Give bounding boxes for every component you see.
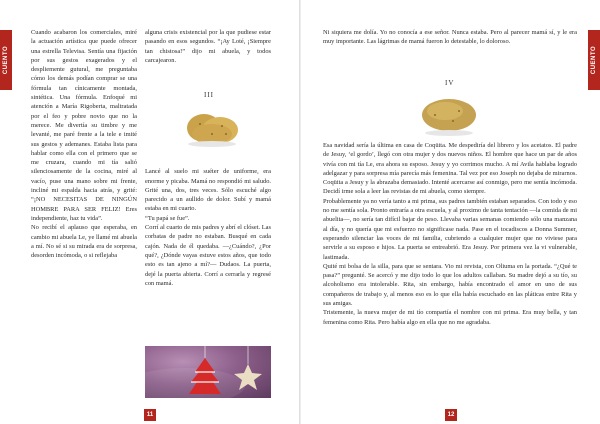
right-page-column-top: [323, 28, 577, 47]
section-tab-label: CUENTO: [591, 45, 598, 75]
left-page-column-2-bottom: [145, 158, 271, 297]
paragraph: Ni siquiera me dolía. Yo no conocía a ese señor. Nunca estaba. Pero al parecer mamá sí, y le era muy importante. Las lágrimas de mamá fueron lo detestable, lo doloroso.: [323, 29, 577, 46]
paragraph: Lancé al suelo mi suéter de uniforme, era enorme y picaba. Mamá no respondió mi saludo. Grité una, dos, tres veces. Sólo escuché algo parecido a un aullido de dolor. Subí y mamá estaba en mi cuarto. “Tu papá se fue”. Corrí al cuarto de mis padres y abrí el clóset. Las corbatas de padre no estaban. Busqué en cada cajón. Nada de él quedaba. —¿Cuándo?, ¿Por qué?, ¿Dónde vayas estuve estos años, que todo esto es tan ajeno a mí?— Dudaos. La puerta, dejé la puerta abierta. Corrí a cerrarla y regresé con mamá.: [145, 168, 271, 287]
paragraph: Tristemente, la nueva mujer de mi tío compartía el nombre con mi prima. Era muy bella, y tan femenina como Rita. Pero había algo en ella que no me agradaba.: [323, 309, 577, 326]
chapter-heading: III: [204, 91, 214, 99]
paragraph: Probablemente ya no vería tanto a mi prima, sus padres también estaban separados. Con todo y eso no me sentía sola. Pronto entraría a otra escuela, y al proximo de tanta tentación —la comida de mi abuelita—, no sería tan difícil bajar de peso. Llevaba varias semanas comiendo sólo una manzana al día, y no quería que mi esfuerzo no significase nada. Pase en el tocadiscos a Donna Summer, esperando silenciar las voces de mi familia, cubriendo a cualquier mujer que no viviese para servirle a su esposo e hijos. La puerta se entreabrió. Era Jesuy. Por primera vez la vi vulnerable, lastimada.: [323, 197, 577, 261]
ornaments-image: [145, 346, 271, 398]
paragraph: Quité mi bolsa de la silla, para que se sentara. Vio mi revista, con Oliuma en la portada. “¿Qué te pasa?” pregunté. Se acercó y me dijo todo lo que los adultos callaban. Su madre dejó a su tío, su alcoholismo era intolerable. Rita, sin embargo, había encontrado el amor en uno de sus compañeros de trabajo y, al menos eso es lo que ella había escuchado en las pláticas entre Rita y sus amigas.: [323, 262, 577, 308]
chapter-heading: IV: [445, 79, 455, 87]
potato-illustration: [419, 93, 479, 139]
page-number: 11: [144, 409, 156, 421]
section-tab-label: CUENTO: [3, 45, 10, 75]
page-number: 12: [445, 409, 457, 421]
section-tab-right: [588, 30, 600, 90]
paragraph: No recibí el aplauso que esperaba, en cambio mi abuela Le, ye llamé mi abuela a mí. No sé si su mirada era de sorpresa, desorden incómoda, o si reflejaba: [31, 224, 137, 260]
christmas-ornaments-photo: [145, 346, 271, 398]
paragraph: Esa navidad sería la última en casa de Coqüita. Me despediría del librero y los acetatos. El padre de Jesuy, ‘el gordo’, llegó con otra mujer y dos nuevos niños. El hombre que hace un par de años vivía con mi tía Le, era ahora su esposo. Jesuy y yo corrimos mucho. A mí Avila hablaba logrado adelgazar y para sorpresa mía parecía más femenina. Tal vez por eso Joseph no dejaba de mirarnos. Coqüita a Jesuy y la abrazaba demasiado. Intenté acercarse así conmigo, pero me sentía incómoda. Decidí irme sola a leer las revistas de mi abuela, como siempre.: [323, 142, 577, 196]
page-gutter: [299, 0, 301, 424]
section-tab-left: [0, 30, 12, 90]
left-page-column-1: [31, 28, 137, 260]
left-page-column-2-top: [145, 28, 271, 65]
paragraph: alguna crisis existencial por la que pudiese estar pasando en esos segundos. “¡Ay Loté, ¡Siempre tan chistosa!” dijo mi abuela, y todos carcajearon.: [145, 29, 271, 64]
potato-illustration: [182, 104, 242, 150]
paragraph: Cuando acabaron los comerciales, miré la actuación artística que puede ofrecer una estrella Televisa. Sentía una fijación por sus gestos exagerados y el despliemente gutural, me preguntaba cómo los demás podían comprar se una fórmula tan cínicamente montada, sintética. Una fórmula. Enfoqué mi atención a María Rigoberta, maltratada por el feo y pobre novio que no la merece. Me divertía su timbre y me levanté, me paré frente a la tele e imité sus gestos y ademanes. Estaba lista para hablar como ella con el primero que se me cruzara, cuando mi tía salió silenciosamente de la cocina, miré al vacío, puse una mano sobre mi frente, incliné mi espalda hacia atrás, y grité: “¡NO NECESITAS DE NINGÚN HOMBRE PARA SER FELIZ! Eres independiente, haz tu vida”.: [31, 29, 137, 222]
right-page-column-bottom: [323, 141, 577, 327]
